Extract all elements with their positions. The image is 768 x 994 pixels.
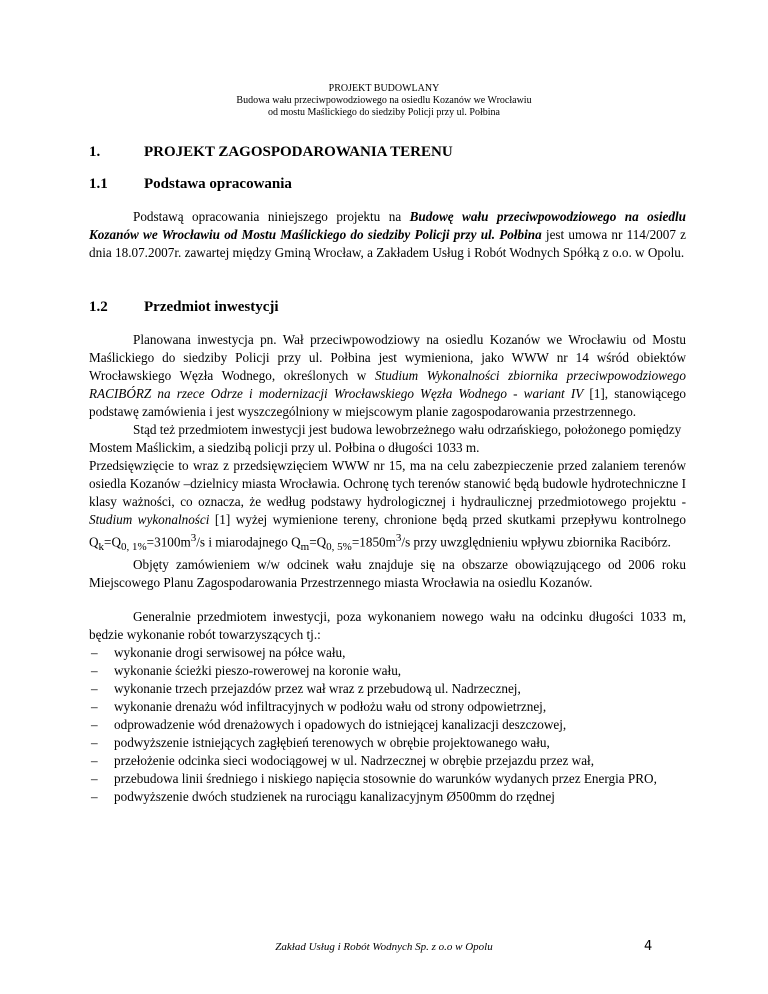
section-number: 1.	[89, 144, 101, 160]
dash-bullet: –	[91, 717, 98, 733]
document-header	[0, 83, 768, 119]
dash-bullet: –	[91, 789, 98, 805]
section-number: 1.2	[89, 299, 108, 315]
investment-paragraph-3: Przedsięwzięcie to wraz z przedsięwzięciem WWW nr 15, ma na celu zabezpieczenie przed zalaniem terenów osiedla Kozanów –dzielnicy miasta Wrocławia. Ochronę tych terenów stanowić będą budowle hydrotechniczne I klasy ważności, co oznacza, że według podstawy hydrologicznej i hydraulicznej przedmiotowego projektu - Studium wykonalności [1] wyżej wymienione tereny, chronione będą przed skutkami przepływu kontrolnego $Q_k=Q_{0, 1\%}=3100m^3/s$ i miarodajnego $Q_m=Q_{0, 5\%}=1850m^3/s$ przy uwzględnieniu wpływu zbiornika Racibórz.	[89, 458, 686, 554]
list-item: – wykonanie trzech przejazdów przez wał wraz z przebudową ul. Nadrzecznej,	[91, 681, 521, 697]
investment-section-body	[89, 331, 686, 806]
investment-paragraph-2: Stąd też przedmiotem inwestycji jest budowa lewobrzeżnego wału odrzańskiego, położonego pomiędzy Mostem Maślickim, a siedzibą policji przy ul. Połbina o długości 1033 m.	[89, 422, 682, 455]
list-item: – odprowadzenie wód drenażowych i opadowych do istniejącej kanalizacji deszczowej,	[91, 717, 567, 733]
list-item: – przebudowa linii średniego i niskiego napięcia stosownie do warunków wydanych przez Energia PRO,	[91, 771, 657, 787]
dash-bullet: –	[91, 753, 98, 769]
header-line-2: Budowa wału przeciwpowodziowego na osiedlu Kozanów we Wrocławiu	[236, 95, 532, 106]
list-item: – wykonanie drenażu wód infiltracyjnych w podłożu wału od strony odpowietrznej,	[91, 699, 547, 715]
dash-bullet: –	[91, 735, 98, 751]
list-item: – podwyższenie dwóch studzienek na rurociągu kanalizacyjnym Ø500mm do rzędnej	[91, 789, 555, 805]
basis-paragraph: Podstawą opracowania niniejszego projektu na Budowę wału przeciwpowodziowego na osiedlu Kozanów we Wrocławiu od Mostu Maślickiego do siedziby Policji przy ul. Połbina jest umowa nr 114/2007 z dnia 18.07.2007r. zawartej między Gminą Wrocław, a Zakładem Usług i Robót Wodnych Spółką z o.o. w Opolu.	[89, 209, 686, 260]
list-item: – wykonanie ścieżki pieszo-rowerowej na koronie wału,	[91, 663, 402, 679]
dash-bullet: –	[91, 645, 98, 661]
basis-section-body	[89, 208, 686, 262]
section-title: Przedmiot inwestycji	[144, 299, 279, 315]
investment-paragraph-1: Planowana inwestycja pn. Wał przeciwpowodziowy na osiedlu Kozanów we Wrocławiu od Mostu Maślickiego do siedziby Policji przy ul. Połbina jest wymieniona, jako WWW nr 14 wśród obiektów Wrocławskiego Węzła Wodnego, określonych w Studium Wykonalności zbiornika przeciwpowodziowego RACIBÓRZ na rzece Odrze i modernizacji Wrocławskiego Węzła Wodnego - wariant IV [1], stanowiącego podstawę zamówienia i jest wyszczególniony w miejscowym planie zagospodarowania przestrzennego.	[89, 332, 687, 419]
project-name-emphasis: Budowę wału przeciwpowodziowego na osiedlu Kozanów we Wrocławiu od Mostu Maślickiego do siedziby Policji przy ul. Połbina	[89, 209, 686, 242]
list-item: – podwyższenie istniejących zagłębień terenowych w obrębie projektowanego wału,	[91, 735, 550, 751]
list-item: – wykonanie drogi serwisowej na półce wału,	[91, 645, 346, 661]
header-line-1: PROJEKT BUDOWLANY	[328, 83, 440, 94]
investment-paragraph-4: Objęty zamówieniem w/w odcinek wału znajduje się na obszarze obowiązującego od 2006 roku Miejscowego Planu Zagospodarowania Przestrzennego miasta Wrocławia na osiedlu Kozanów.	[89, 557, 686, 591]
section-title: PROJEKT ZAGOSPODAROWANIA TERENU	[144, 144, 453, 160]
investment-paragraph-5: Generalnie przedmiotem inwestycji, poza wykonaniem nowego wału na odcinku długości 1033 m, będzie wykonanie robót towarzyszących tj.:	[89, 609, 686, 643]
page-number: 4	[644, 939, 653, 954]
section-number: 1.1	[89, 176, 108, 192]
dash-bullet: –	[91, 699, 98, 715]
header-line-3: od mostu Maślickiego do siedziby Policji przy ul. Połbina	[268, 107, 500, 118]
list-item: – przełożenie odcinka sieci wodociągowej w ul. Nadrzecznej w obrębie przejazdu przez wał,	[91, 753, 595, 769]
works-list	[89, 644, 686, 806]
section-title: Podstawa opracowania	[144, 176, 292, 192]
study-title-emphasis: Studium Wykonalności zbiornika przeciwpowodziowego RACIBÓRZ na rzece Odrze i modernizacji Wrocławskiego Węzła Wodnego - wariant IV	[89, 368, 686, 401]
dash-bullet: –	[91, 663, 98, 679]
dash-bullet: –	[91, 681, 98, 697]
dash-bullet: –	[91, 771, 98, 787]
footer-company: Zakład Usług i Robót Wodnych Sp. z o.o w Opolu	[275, 941, 493, 953]
